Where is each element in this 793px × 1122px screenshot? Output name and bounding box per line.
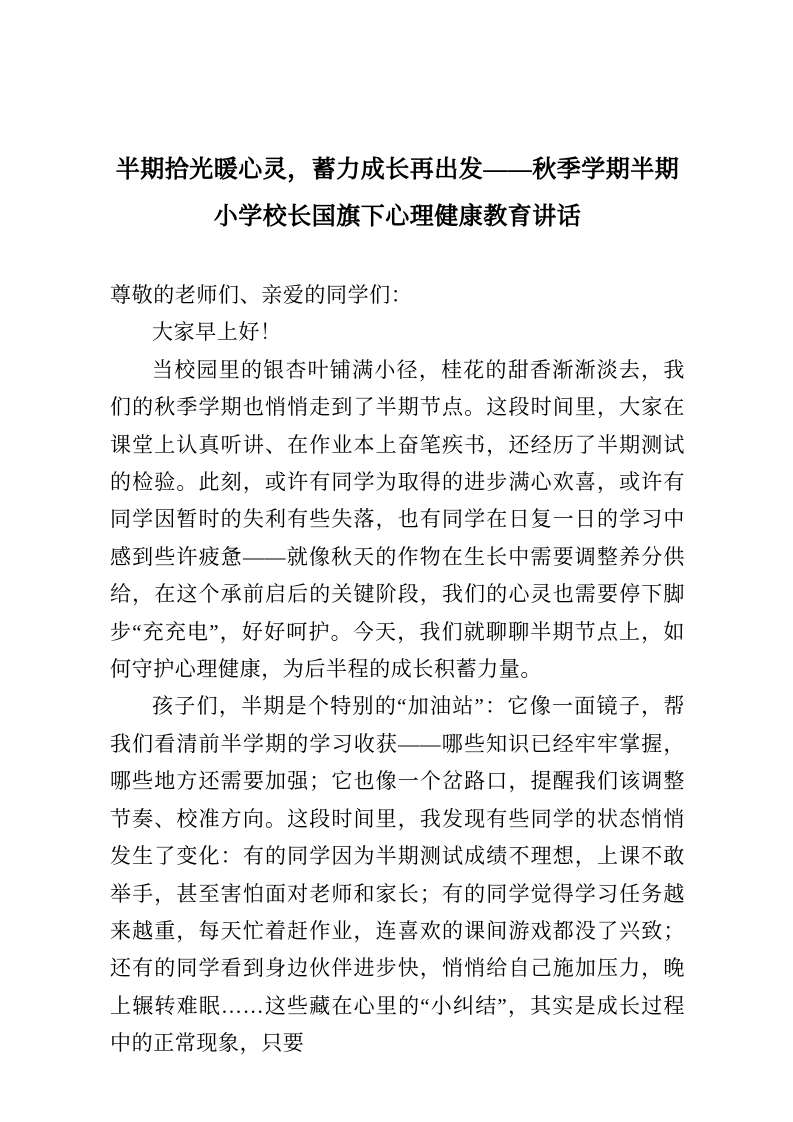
salutation-line: 尊敬的老师们、亲爱的同学们： bbox=[110, 283, 413, 307]
document-title: 半期拾光暖心灵，蓄力成长再出发——秋季学期半期小学校长国旗下心理健康教育讲话 bbox=[115, 157, 680, 230]
body-paragraph-1: 当校园里的银杏叶铺满小径，桂花的甜香渐渐淡去，我们的秋季学期也悄悄走到了半期节点。这段时间里，大家在课堂上认真听讲、在作业本上奋笔疾书，还经历了半期测试的检验。此刻，或许有同学为取得的进步满心欢喜，或许有同学因暂时的失利有些失落，也有同学在日复一日的学习中感到些许疲惫——就像秋天的作物在生长中需要调整养分供给，在这个承前启后的关键阶段，我们的心灵也需要停下脚步“充充电”，好好呵护。今天，我们就聊聊半期节点上，如何守护心理健康，为后半程的成长积蓄力量。 bbox=[110, 357, 685, 682]
body-paragraph-2: 孩子们，半期是个特别的“加油站”：它像一面镜子，帮我们看清前半学期的学习收获——哪些知识已经牢牢掌握，哪些地方还需要加强；它也像一个岔路口，提醒我们该调整节奏、校准方向。这段时间里，我发现有些同学的状态悄悄发生了变化：有的同学因为半期测试成绩不理想，上课不敢举手，甚至害怕面对老师和家长；有的同学觉得学习任务越来越重，每天忙着赶作业，连喜欢的课间游戏都没了兴致；还有的同学看到身边伙伴进步快，悄悄给自己施加压力，晚上辗转难眠……这些藏在心里的“小纠结”，其实是成长过程中的正常现象，只要 bbox=[110, 694, 685, 1056]
greeting-line: 大家早上好！ bbox=[152, 320, 282, 345]
